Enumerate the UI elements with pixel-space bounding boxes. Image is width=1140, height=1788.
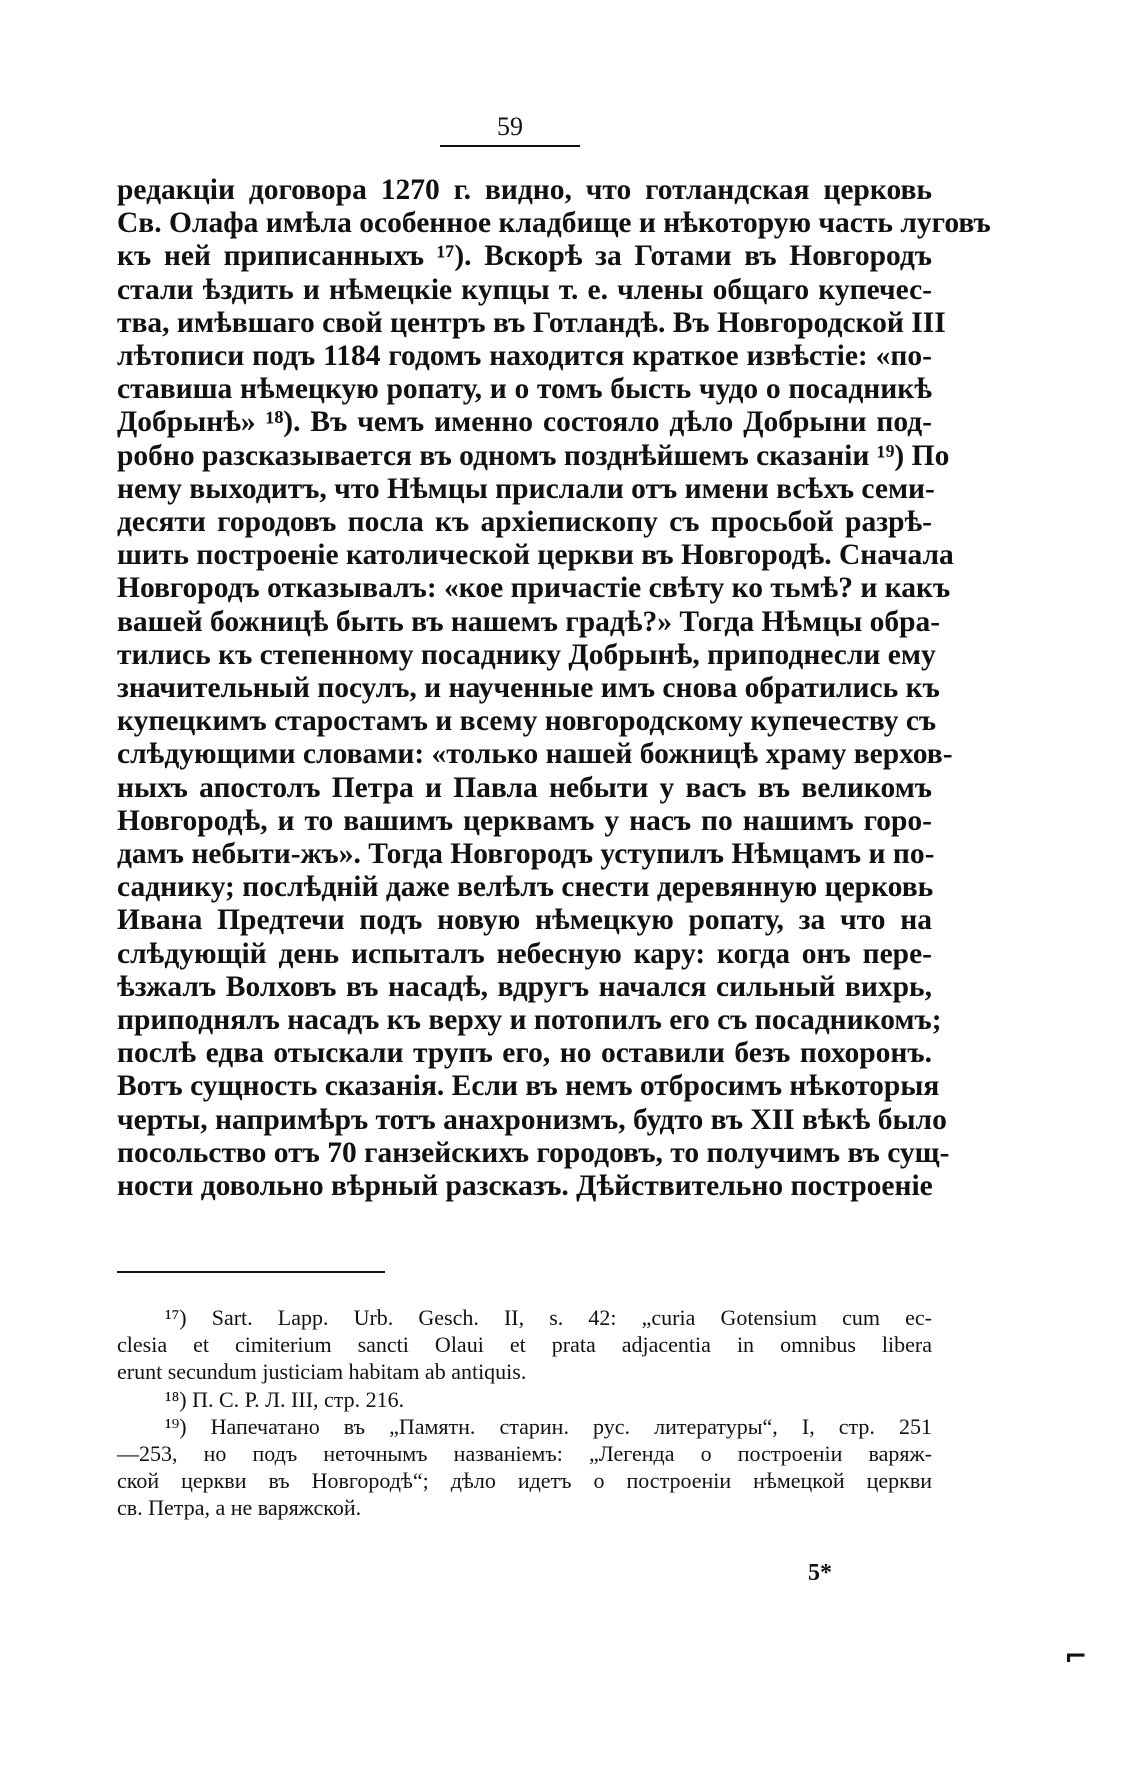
text-line: значительный посулъ, и наученные имъ снова обратились къ — [117, 672, 940, 705]
text-line: Новгородѣ, и то вашимъ церквамъ у насъ по нашимъ горо- — [117, 804, 932, 837]
footnote-line: erunt secundum justiciam habitam ab antiquis. — [117, 1359, 527, 1385]
text-line: посольство отъ 70 ганзейскихъ городовъ, то получимъ въ сущ- — [117, 1136, 950, 1169]
page-number-rule — [440, 145, 580, 147]
footnote-line: —253, но подъ неточнымъ названіемъ: „Легенда о построеніи варяж- — [117, 1441, 932, 1467]
footnote-separator — [117, 1271, 385, 1273]
footnote-line: ¹⁹) Напечатано въ „Памятн. старин. рус. литературы“, I, стр. 251 — [165, 1413, 932, 1439]
footnotes-block — [117, 1304, 932, 1522]
text-line: тились къ степенному посаднику Добрынѣ, приподнесли ему — [117, 638, 936, 671]
footnote-line: ¹⁷) Sart. Lapp. Urb. Gesch. II, s. 42: „curia Gotensium cum ec- — [165, 1305, 932, 1330]
margin-mark-icon: ⌐ — [1064, 1640, 1088, 1673]
text-line: ныхъ апостолъ Петра и Павла небыти у васъ въ великомъ — [117, 771, 932, 804]
main-text-block — [117, 174, 991, 1203]
text-line: Вотъ сущность сказанія. Если въ немъ отбросимъ нѣкоторыя — [117, 1070, 940, 1103]
footnote-line: св. Петра, а не варяжской. — [117, 1495, 362, 1521]
text-line: черты, напримѣръ тотъ анахронизмъ, будто въ XII вѣкѣ было — [117, 1103, 947, 1136]
text-line: послѣ едва отыскали трупъ его, но оставили безъ похоронъ. — [117, 1037, 932, 1070]
text-line: Ивана Предтечи подъ новую нѣмецкую ропату, за что на — [117, 904, 932, 937]
text-line: Новгородъ отказывалъ: «кое причастіе свѣту ко тьмѣ? и какъ — [117, 572, 951, 605]
text-line: шить построеніе католической церкви въ Новгородѣ. Сначала — [117, 539, 954, 572]
page-number: 59 — [497, 112, 523, 141]
text-line: Добрынѣ» ¹⁸). Въ чемъ именно состояло дѣло Добрыни под- — [117, 406, 932, 439]
footnote-line: clesia et cimiterium sancti Olaui et prata adjacentia in omnibus libera — [117, 1332, 932, 1358]
text-line: нему выходитъ, что Нѣмцы прислали отъ имени всѣхъ семи- — [117, 472, 935, 505]
footnote-line: ¹⁸) П. С. Р. Л. III, стр. 216. — [165, 1386, 405, 1412]
text-line: вашей божницѣ быть въ нашемъ градѣ?» Тогда Нѣмцы обра- — [117, 605, 941, 638]
text-line: слѣдующій день испыталъ небесную кару: когда онъ пере- — [117, 937, 932, 970]
text-line: ности довольно вѣрный разсказъ. Дѣйствительно построеніе — [117, 1170, 933, 1203]
text-line: десяти городовъ посла къ архіепископу съ просьбой разрѣ- — [117, 506, 932, 539]
text-line: робно разсказывается въ одномъ позднѣйшемъ сказаніи ¹⁹) По — [117, 439, 950, 472]
text-line: стали ѣздить и нѣмецкіе купцы т. е. члены общаго купечес- — [117, 273, 932, 306]
text-line: Св. Олафа имѣла особенное кладбище и нѣкоторую часть луговъ — [117, 207, 991, 240]
text-line: лѣтописи подъ 1184 годомъ находится краткое извѣстіе: «по- — [117, 340, 932, 373]
text-line: купецкимъ старостамъ и всему новгородскому купечеству съ — [117, 705, 937, 738]
text-line: къ ней приписанныхъ ¹⁷). Вскорѣ за Готами въ Новгородъ — [117, 240, 932, 273]
text-line: приподнялъ насадъ къ верху и потопилъ его съ посадникомъ; — [117, 1004, 942, 1037]
text-line: ѣзжалъ Волховъ въ насадѣ, вдругъ начался сильный вихрь, — [117, 970, 932, 1003]
sheet-signature: 5* — [808, 1560, 832, 1586]
text-line: дамъ небыти-жъ». Тогда Новгородъ уступилъ Нѣмцамъ и по- — [117, 838, 935, 871]
text-line: ставиша нѣмецкую ропату, и о томъ бысть чудо о посадникѣ — [117, 373, 932, 406]
footnote-line: ской церкви въ Новгородѣ“; дѣло идетъ о построеніи нѣмецкой церкви — [117, 1468, 932, 1494]
text-line: саднику; послѣдній даже велѣлъ снести деревянную церковь — [117, 871, 934, 904]
text-line: тва, имѣвшаго свой центръ въ Готландѣ. Въ Новгородской III — [117, 306, 946, 339]
text-line: слѣдующими словами: «только нашей божницѣ храму верхов- — [117, 738, 953, 771]
text-line: редакціи договора 1270 г. видно, что готландская церковь — [117, 174, 932, 206]
